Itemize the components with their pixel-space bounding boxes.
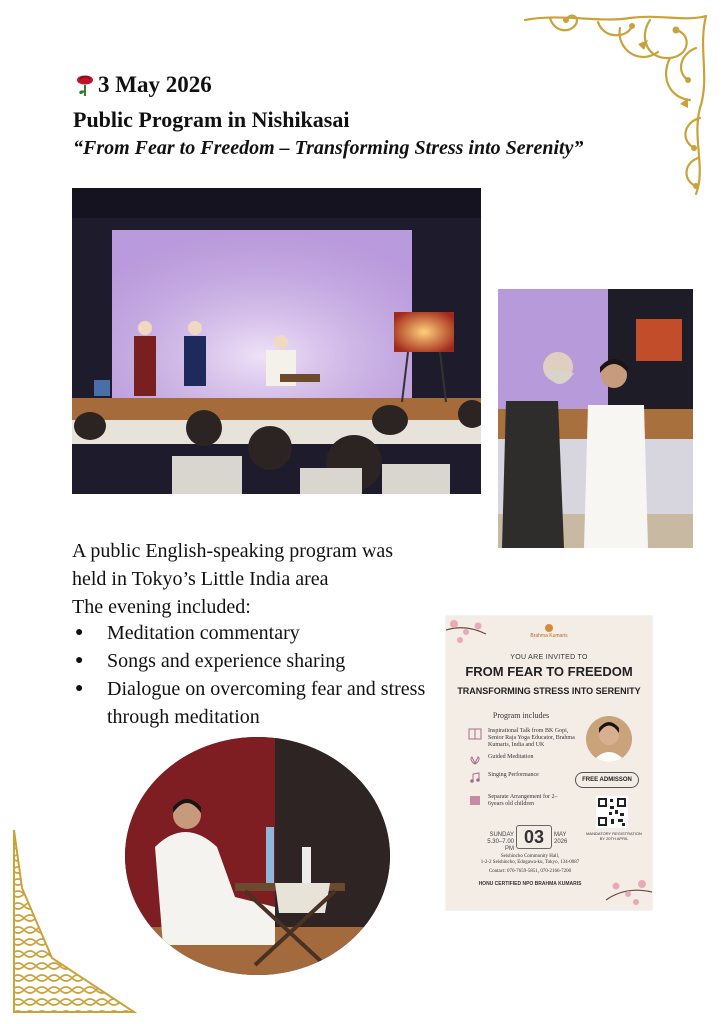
event-month-year <box>554 832 567 846</box>
bullet-icon: ● <box>75 625 84 640</box>
list-item <box>72 647 442 675</box>
flyer-item-text: Separate Arrangement for 2–6years old children <box>488 794 558 807</box>
music-icon <box>468 772 482 784</box>
stage-photo <box>72 188 481 494</box>
activity-list <box>72 619 442 731</box>
event-flyer <box>446 616 652 910</box>
flyer-invite: YOU ARE INVITED TO <box>510 654 588 661</box>
venue-line: 1-2-2 Seishincho, Edogawa-ku, Tokyo, 134-0087 <box>480 860 580 865</box>
venue-line: Seishincho Community Hall, <box>500 854 560 859</box>
flyer-brand: Brahma Kumaris <box>530 633 568 639</box>
flyer-item <box>468 754 534 766</box>
flyer-subheadline: TRANSFORMING STRESS INTO SERENITY <box>457 686 641 696</box>
event-time: 5.30–7.00 PM <box>487 839 514 852</box>
event-month: MAY <box>554 832 567 838</box>
list-item-text: Dialogue on overcoming fear and stress through meditation <box>107 678 426 728</box>
book-icon <box>468 728 482 740</box>
meditation-photo <box>125 737 390 975</box>
date-text: 3 May 2026 <box>98 72 212 97</box>
registration-note: MANDATORY REGISTRATION BY 20TH APRIL <box>586 831 642 841</box>
flyer-item <box>468 794 568 808</box>
organizer-footer: HONU CERTIFIED NPO BRAHMA KUMARIS <box>478 881 582 887</box>
date-heading <box>74 72 212 98</box>
flyer-item-text: Guided Meditation <box>488 754 534 760</box>
flyer-item <box>468 772 539 784</box>
qr-code-icon <box>596 796 628 828</box>
greeting-photo <box>498 289 693 548</box>
gold-corner-ornament <box>520 8 712 198</box>
rose-icon <box>74 73 96 97</box>
puzzle-icon <box>468 794 482 806</box>
description-line: The evening included: <box>72 596 251 618</box>
list-item <box>72 675 442 731</box>
page-title: Public Program in Nishikasai <box>73 107 350 132</box>
list-item-text: Songs and experience sharing <box>107 650 346 672</box>
event-contact: Contact: 070-7659-5851, 070-2166-7200 <box>488 869 572 874</box>
event-year: 2026 <box>554 839 568 845</box>
free-admission-badge: FREE ADMISSON <box>575 772 639 788</box>
description-line: held in Tokyo’s Little India area <box>72 568 329 590</box>
lotus-icon <box>468 754 482 766</box>
flyer-headline: FROM FEAR TO FREEDOM <box>465 664 633 679</box>
event-day: SUNDAY <box>489 832 514 838</box>
flyer-item <box>468 728 578 749</box>
description-line: A public English-speaking program was <box>72 540 394 562</box>
flyer-item-text: Singing Performance <box>488 772 539 778</box>
event-venue <box>446 854 614 866</box>
bullet-icon: ● <box>75 681 84 696</box>
list-item <box>72 619 442 647</box>
page-subtitle: “From Fear to Freedom – Transforming Stress into Serenity” <box>73 137 584 159</box>
description <box>72 537 452 621</box>
gold-lattice-ornament <box>12 828 137 1014</box>
event-day-time <box>482 832 514 853</box>
bullet-icon: ● <box>75 653 84 668</box>
list-item-text: Meditation commentary <box>107 622 300 644</box>
flyer-program-heading: Program includes <box>492 711 550 720</box>
event-date-number: 03 <box>516 825 552 849</box>
flyer-item-text: Inspirational Talk from BK Gopi, Senior Raja Yoga Educator, Brahma Kumaris, India and UK <box>488 728 575 748</box>
speaker-portrait <box>586 716 632 762</box>
